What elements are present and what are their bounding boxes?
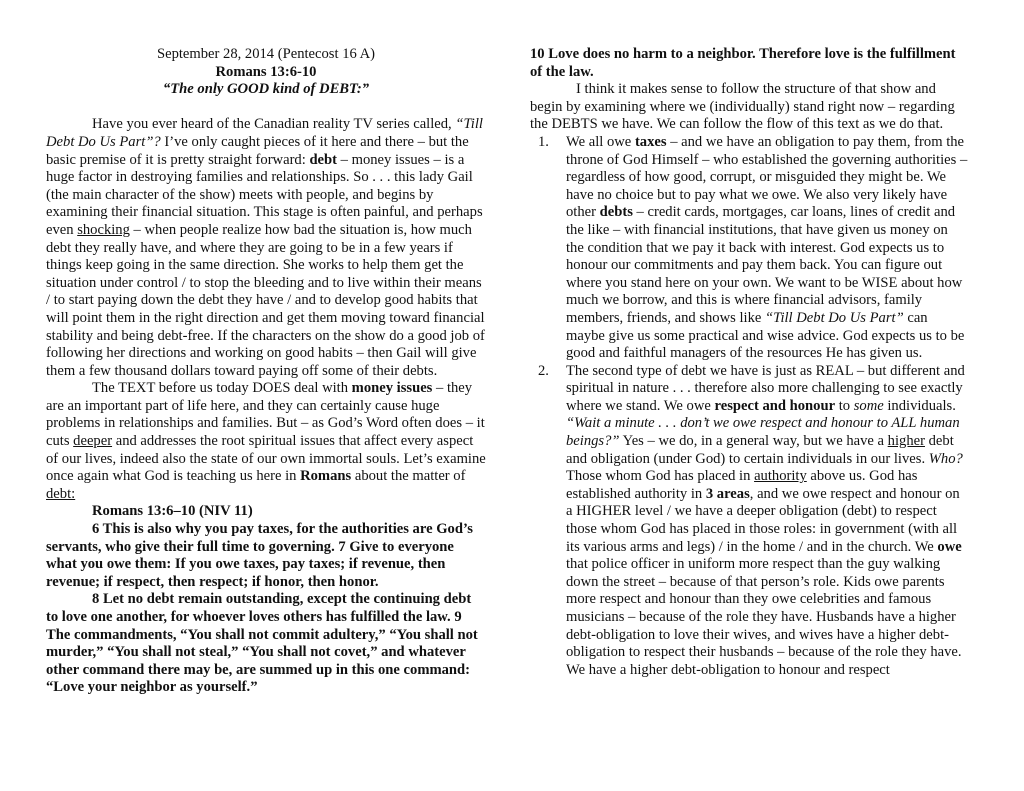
scripture-verse-10: 10 Love does no harm to a neighbor. Therefore love is the fulfillment of the law.	[530, 46, 956, 80]
sermon-title: “The only GOOD kind of DEBT:”	[162, 81, 370, 98]
debt-list	[530, 134, 968, 679]
right-column	[530, 46, 968, 679]
scripture-heading: Romans 13:6–10 (NIV 11)	[92, 503, 253, 520]
spacer	[46, 99, 486, 117]
list-number: 2.	[538, 362, 549, 379]
list-item: 2. The second type of debt we have is just as REAL – but different and spiritual in nature . . . therefore also more challenging to see exactly where we stand. We owe respect and honour to some individuals. “Wait a minute . . . don’t we owe respect and honour to ALL human beings?” Yes – we do, in a general way, but we have a higher debt and obligation (under God) to certain individuals in our lives. Who? Those whom God has placed in authority above us. God has established authority in 3 areas, and we owe respect and honour on a HIGHER level / we have a deeper obligation (debt) to respect those whom God has placed in those roles: in government (with all its various arms and legs) / in the home / and in the church. We owe that police officer in uniform more respect than the guy walking down the street – because of that person’s role. Kids owe parents more respect and honour than they owe celebrities and famous musicians – because of the role they have. Husbands have a higher debt-obligation to love their wives, and wives have a higher debt-obligation to respect their husbands – because of the role they have. We have a higher debt-obligation to honour and respect	[538, 362, 965, 678]
structure-paragraph: I think it makes sense to follow the structure of that show and begin by examining where we (individually) stand right now – regarding the DEBTS we have. We can follow the flow of this text as we do that.	[530, 81, 955, 133]
sermon-date: September 28, 2014 (Pentecost 16 A)	[156, 46, 376, 62]
list-item: 1. We all owe taxes – and we have an obligation to pay them, from the throne of God Himself – who established the governing authorities – regardless of how good, corrupt, or misguided they might be. We have no choice but to pay what we owe. We also very likely have other debts – credit cards, mortgages, car loans, lines of credit and the like – with financial institutions, that have given us money on the condition that we pay it back with interest. God expects us to honour our commitments and pay them back. You can figure out where you stand here on your own. We want to be WISE about how much we borrow, and this is where financial advisors, family members, friends, and shows like “Till Debt Do Us Part” can maybe give us some practical and wise advice. God expects us to be good and faithful managers of the resources He has given us.	[538, 133, 968, 362]
scripture-verse-8: 8 Let no debt remain outstanding, except the continuing debt to love one another, for whoever loves others has fulfilled the law. 9 The commandments, “You shall not commit adultery,” “You shall not murder,” “You shall not steal,” “You shall not covet,” and whatever other command there may be, are summed up in this one command: “Love your neighbor as yourself.”	[46, 591, 478, 696]
list-number: 1.	[538, 133, 549, 150]
scripture-verse-6: 6 This is also why you pay taxes, for the authorities are God’s servants, who give their full time to governing. 7 Give to everyone what you owe them: If you owe taxes, pay taxes; if revenue, then revenue; if respect, then respect; if honor, then honor.	[46, 521, 473, 590]
text-paragraph: The TEXT before us today DOES deal with money issues – they are an important part of life here, and they can certainly cause huge problems in relationships and families. But – as God’s Word often does – it cuts deeper and addresses the root spiritual issues that affect every aspect of our lives, indeed also the state of our own immortal souls. Let’s examine once again what God is teaching us here in Romans about the matter of debt:	[46, 380, 486, 502]
left-column	[46, 46, 486, 697]
intro-paragraph: Have you ever heard of the Canadian reality TV series called, “Till Debt Do Us Part”? I’ve only caught pieces of it here and there – but the basic premise of it is pretty straight forward: debt – money issues – is a huge factor in destroying families and relationships. So . . . this lady Gail (the main character of the show) meets with people, and begins by examining their financial situation. This stage is often painful, and perhaps even shocking – when people realize how bad the situation is, how much debt they really have, and where they are going to be in a few years if things keep going in the same direction. She works to help them get the situation under control / to stop the bleeding and to live within their means / to start paying down the debt they have / and to develop good habits that will point them in the right direction and get them moving toward financial stability and being debt-free. If the characters on the show do a good job of following her directions and working on good habits – then Gail will give them a few thousand dollars toward paying off some of their debts.	[46, 116, 485, 379]
sermon-reference: Romans 13:6-10	[215, 63, 317, 80]
